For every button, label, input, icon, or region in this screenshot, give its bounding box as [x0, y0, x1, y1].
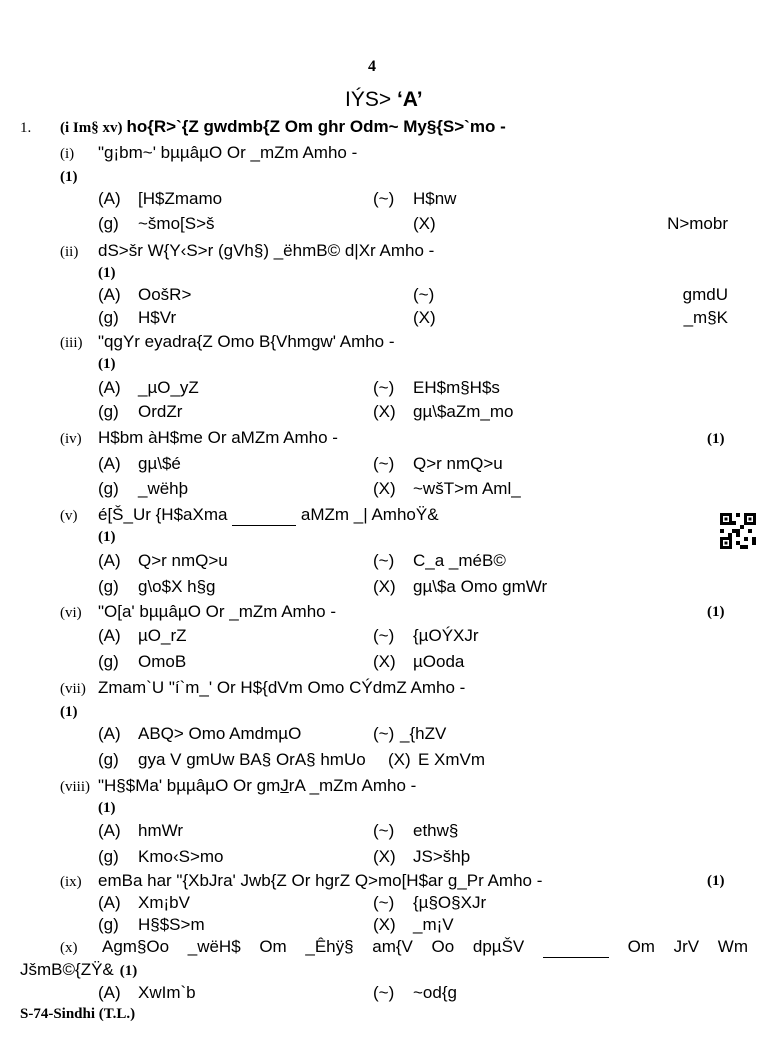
option-c: (g) [98, 652, 119, 671]
section-title-text: IÝS> [345, 88, 397, 111]
option-d-text: N>mobr [667, 214, 728, 233]
option-b: (~) [373, 821, 395, 840]
option-b-text: ~od{g [413, 983, 457, 1002]
option-a-text: ABQ> Omo AmdmµO [138, 724, 302, 743]
option-d-text: E XmVm [418, 750, 486, 769]
item-ix [60, 871, 543, 891]
item-text-word: Agm§Oo [102, 937, 170, 956]
item-marks: (1) [98, 529, 116, 545]
item-number: (ix) [60, 874, 82, 890]
option-d: (X) [373, 402, 396, 421]
section-title [345, 88, 423, 112]
item-marks: (1) [707, 431, 725, 447]
option-d-text: µOoda [413, 652, 465, 671]
item-number: (i) [60, 146, 75, 162]
option-d-text: ~wšT>m Aml_ [413, 479, 521, 498]
item-text [98, 776, 416, 796]
item-marks: (1) [119, 963, 138, 979]
option-c-text: _wëhþ [138, 479, 189, 498]
option-a-text: XwIm`b [138, 983, 196, 1002]
item-number: (vii) [60, 681, 86, 697]
option-b: (~) [373, 983, 395, 1002]
answer-blank [232, 505, 296, 526]
option-c-text: OrdZr [138, 402, 183, 421]
item-v [60, 505, 439, 525]
item-text-word: JrV [673, 937, 700, 956]
option-c: (g) [98, 577, 119, 596]
option-c: (g) [98, 479, 119, 498]
instruction-prefix: (i Im§ xv) [60, 120, 123, 136]
item-marks: (1) [98, 356, 116, 372]
item-number: (v) [60, 508, 78, 524]
option-a-text: µO_rZ [138, 626, 187, 645]
item-text [98, 505, 439, 526]
item-text-word: am{V [372, 937, 413, 956]
option-a-text: OošR> [138, 285, 192, 304]
item-marks: (1) [60, 704, 78, 720]
item-text: "qgYr eyadra{Z Omo B{Vhmgw' Amho - [98, 332, 395, 351]
item-marks: (1) [60, 169, 78, 185]
question-number: 1. [20, 120, 32, 136]
option-a-text: _µO_yZ [138, 378, 199, 397]
option-a: (A) [98, 454, 121, 473]
section-label: ‘A’ [396, 88, 423, 111]
option-a-text: hmWr [138, 821, 184, 840]
option-c-text: gya V gmUw BA§ OrA§ hmUo [138, 750, 366, 769]
question-instruction [60, 117, 506, 137]
option-d: (X) [373, 915, 396, 934]
option-c: (g) [98, 308, 119, 327]
item-number: (viii) [60, 779, 90, 795]
option-a: (A) [98, 821, 121, 840]
option-a: (A) [98, 724, 121, 743]
item-text-word: Om [259, 937, 287, 956]
option-b-text: gmdU [682, 285, 728, 304]
option-d: (X) [388, 750, 411, 769]
item-text-end: rA _mZm Amho - [288, 776, 417, 795]
option-b: (~) [373, 454, 395, 473]
item-text: H$bm àH$me Or aMZm Amho - [98, 428, 338, 447]
item-vii [60, 678, 466, 698]
option-c: (g) [98, 402, 119, 421]
item-number: (vi) [60, 605, 82, 621]
item-marks: (1) [707, 873, 725, 889]
item-text-word: _Êhÿ§ [305, 937, 354, 956]
option-c-text: ~šmo[S>š [138, 214, 215, 233]
item-number: (iii) [60, 335, 83, 351]
option-a-text: [H$Zmamo [138, 189, 223, 208]
item-text-word: _wëH$ [187, 937, 241, 956]
item-marks: (1) [707, 604, 725, 620]
option-c: (g) [98, 847, 119, 866]
option-b-text: {µOÝXJr [413, 626, 479, 645]
item-viii [60, 776, 417, 796]
option-b: (~) [373, 378, 395, 397]
item-text-end: JšmB©{ZŸ& [20, 960, 114, 979]
option-b: (~) [373, 893, 395, 912]
option-a: (A) [98, 983, 121, 1002]
page-footer: S-74-Sindhi (T.L.) [20, 1006, 136, 1022]
option-b-text: C_a _méB© [413, 551, 506, 570]
option-d: (X) [413, 308, 436, 327]
option-a: (A) [98, 893, 121, 912]
item-marks: (1) [98, 265, 116, 281]
item-text-word: Wm [717, 937, 748, 956]
option-d: (X) [373, 577, 396, 596]
option-b: (~) [373, 626, 395, 645]
option-b: (~) [413, 285, 435, 304]
option-b-text: H$nw [413, 189, 457, 208]
item-text: dS>šr W{Y‹S>r (gVh§) _ëhmB© d|Xr Amho - [98, 241, 435, 260]
item-text: Zmam`U "í`m_' Or H${dVm Omo CÝdmZ Amho - [98, 678, 466, 697]
option-a: (A) [98, 378, 121, 397]
item-text: "O[a' bµµâµO Or _mZm Amho - [98, 602, 336, 621]
option-d-text: gµ\$a Omo gmWr [413, 577, 548, 596]
option-b-text: {µ§O§XJr [413, 893, 487, 912]
item-vi [60, 602, 336, 622]
item-iv [60, 428, 338, 448]
option-d-text: JS>šhþ [413, 847, 471, 866]
option-d-text: gµ\$aZm_mo [413, 402, 514, 421]
answer-blank [543, 937, 609, 958]
item-text: emBa har "{XbJra' Jwb{Z Or hgrZ Q>mo[H$ar g_Pr Amho - [98, 871, 543, 890]
option-a: (A) [98, 285, 121, 304]
item-i [60, 143, 358, 163]
option-d: (X) [373, 652, 396, 671]
option-a-text: Q>r nmQ>u [138, 551, 228, 570]
option-b: (~) [373, 189, 395, 208]
item-number: (ii) [60, 244, 79, 260]
item-x-continuation [20, 960, 137, 980]
option-c-text: g\o$X h§g [138, 577, 216, 596]
page-number: 4 [368, 58, 376, 75]
option-d: (X) [373, 847, 396, 866]
option-b-text: ethw§ [413, 821, 459, 840]
option-d: (X) [373, 479, 396, 498]
option-a [98, 189, 121, 209]
option-b: (~) [373, 724, 395, 743]
item-iii [60, 332, 395, 352]
option-c: (g) [98, 750, 119, 769]
item-text-start: "H§$Ma' bµµâµO Or gm [98, 776, 281, 795]
item-text: "g¡bm~' bµµâµO Or _mZm Amho - [98, 143, 358, 162]
option-c: (g) [98, 915, 119, 934]
option-a-text: gµ\$é [138, 454, 181, 473]
item-marks: (1) [98, 800, 116, 816]
item-text-start: é[Š_Ur {H$aXma [98, 505, 228, 524]
option-a: (A) [98, 551, 121, 570]
option-a-text: Xm¡bV [138, 893, 190, 912]
qr-code-icon [720, 513, 756, 549]
instruction-text: ho{R>`{Z gwdmb{Z Om ghr Odm~ My§{S>`mo - [126, 117, 506, 136]
item-text-word: dpµŠV [472, 937, 525, 956]
item-text-underlined: J [280, 776, 289, 795]
item-text-word: Oo [431, 937, 455, 956]
option-d-text: _m§K [683, 308, 728, 327]
option-c-text: H$Vr [138, 308, 177, 327]
option-d: (X) [413, 214, 436, 233]
option-d-text: _m¡V [413, 915, 454, 934]
item-text-end: aMZm _| AmhoŸ& [300, 505, 439, 524]
option-c-text: OmoB [138, 652, 187, 671]
option-c: (g) [98, 214, 119, 233]
option-b-text: Q>r nmQ>u [413, 454, 503, 473]
item-number: (iv) [60, 431, 82, 447]
option-label: (A) [98, 189, 121, 208]
option-b: (~) [373, 551, 395, 570]
item-text-word: Om [627, 937, 655, 956]
option-c-text: Kmo‹S>mo [138, 847, 224, 866]
item-x-text [102, 937, 748, 958]
item-number: (x) [60, 940, 78, 956]
option-a: (A) [98, 626, 121, 645]
option-b-text: EH$m§H$s [413, 378, 500, 397]
item-ii [60, 241, 435, 261]
option-c-text: H§$S>m [138, 915, 205, 934]
option-b-text: _{hZV [400, 724, 447, 743]
